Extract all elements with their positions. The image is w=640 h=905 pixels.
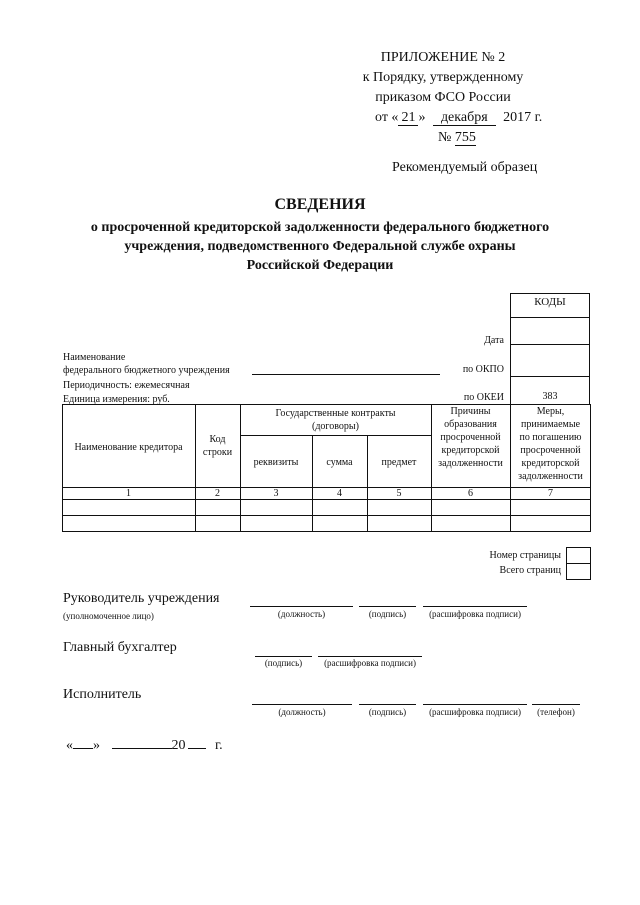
accountant-signature-caption: (подпись) [264,658,303,668]
footer-year-suffix: г. [215,738,223,753]
measures-line-5: кредиторской [521,458,580,469]
reasons-line-3: просроченной [440,432,501,443]
footer-date [66,734,223,754]
table-row[interactable] [63,516,590,531]
code-okpo-field[interactable] [510,344,590,377]
appendix-order-by: приказом ФСО России [375,90,511,105]
col-creditor: Наименование кредитора [74,442,183,453]
code-okei-cell [510,376,590,405]
name-line-1: Наименование [63,352,126,363]
page-number-label: Номер страницы [489,550,561,561]
table-row[interactable] [63,500,590,515]
head-signature-line[interactable] [359,606,416,607]
col-reasons [431,405,510,470]
column-number-6: 6 [468,488,473,499]
contracts-line-1: Государственные контракты [275,408,396,419]
head-sub-label: (уполномоченное лицо) [63,611,154,621]
footer-close-quote: » [93,738,100,753]
col-measures [510,405,591,483]
accountant-signature-line[interactable] [255,656,312,657]
col-subject: предмет [381,457,417,468]
footer-month-field[interactable] [112,734,172,749]
name-line-2: федерального бюджетного учреждения [63,365,230,376]
head-position-caption: (должность) [277,609,326,619]
appendix-date [375,110,542,126]
date-label: Дата [484,335,504,346]
subtitle-line-2: учреждения, подведомственного Федеральной службе охраны [124,239,516,254]
form-subtitle [60,218,580,275]
appendix-order-ref: к Порядку, утвержденному [362,70,524,85]
number-prefix: № [438,130,452,145]
column-number-3: 3 [273,488,279,499]
codes-header-cell [510,293,590,318]
footer-open-quote: « [66,738,73,753]
subtitle-line-3: Российской Федерации [246,258,394,273]
executor-decoding-caption: (расшифровка подписи) [429,707,521,717]
head-position-line[interactable] [250,606,353,607]
measures-line-6: задолженности [518,471,583,482]
column-number-4: 4 [337,488,342,499]
recommended-sample: Рекомендуемый образец [392,160,538,175]
date-prefix: от « [375,110,399,125]
accountant-label: Главный бухгалтер [63,640,177,655]
executor-position-line[interactable] [252,704,352,705]
col-sum: сумма [326,457,353,468]
column-number-5: 5 [396,488,402,499]
code-date-field[interactable] [510,317,590,345]
col-group-contracts [240,407,431,433]
institution-name-field[interactable] [252,374,440,375]
executor-phone-line[interactable] [532,704,580,705]
measures-line-4: просроченной [520,445,581,456]
date-mid: » [418,110,426,125]
okei-label: по ОКЕИ [463,392,504,403]
executor-signature-caption: (подпись) [368,707,407,717]
head-decoding-line[interactable] [423,606,527,607]
appendix-heading [340,50,546,110]
executor-phone-caption: (телефон) [537,707,575,717]
measures-line-2: принимаемые [520,419,581,430]
executor-signature-line[interactable] [359,704,416,705]
footer-year-field[interactable] [188,734,206,749]
executor-decoding-line[interactable] [423,704,527,705]
subtitle-line-1: о просроченной кредиторской задолженности федерального бюджетного [90,220,550,235]
measures-line-1: Меры, [536,406,565,417]
form-title: СВЕДЕНИЯ [274,196,366,213]
col-requisites: реквизиты [253,457,299,468]
reasons-line-5: задолженности [438,458,503,469]
date-day: 21 [398,110,418,126]
column-number-2: 2 [215,488,220,499]
periodicity-label: Периодичность: ежемесячная [63,380,190,391]
head-label: Руководитель учреждения [63,591,220,606]
footer-day-field[interactable] [73,734,93,749]
reasons-line-4: кредиторской [441,445,500,456]
measures-line-3: по погашению [519,432,582,443]
okpo-label: по ОКПО [462,364,504,375]
total-pages-field[interactable] [566,563,591,580]
column-number-7: 7 [548,488,553,499]
footer-century: 20 [171,738,186,753]
number-value: 755 [454,130,476,145]
okei-value: 383 [542,391,558,402]
total-pages-label: Всего страниц [499,565,561,576]
institution-name-label [63,351,230,377]
unit-label: Единица измерения: руб. [63,394,170,405]
executor-position-caption: (должность) [278,707,326,717]
reasons-line-1: Причины [450,406,491,417]
col-row-code-2: строки [202,447,233,458]
head-signature-caption: (подпись) [368,609,407,619]
order-number [438,130,476,146]
accountant-decoding-line[interactable] [318,656,422,657]
col-row-code [195,433,240,459]
accountant-decoding-caption: (расшифровка подписи) [324,658,416,668]
head-decoding-caption: (расшифровка подписи) [429,609,521,619]
column-number-1: 1 [126,488,131,499]
codes-header: КОДЫ [534,296,566,308]
executor-label: Исполнитель [63,687,142,702]
reasons-line-2: образования [444,419,497,430]
date-month: декабря [433,110,496,126]
date-year: 2017 г. [503,110,543,125]
col-row-code-1: Код [209,434,226,445]
page-number-field[interactable] [566,547,591,564]
contracts-line-2: (договоры) [312,421,359,432]
appendix-title: ПРИЛОЖЕНИЕ № 2 [380,50,506,65]
